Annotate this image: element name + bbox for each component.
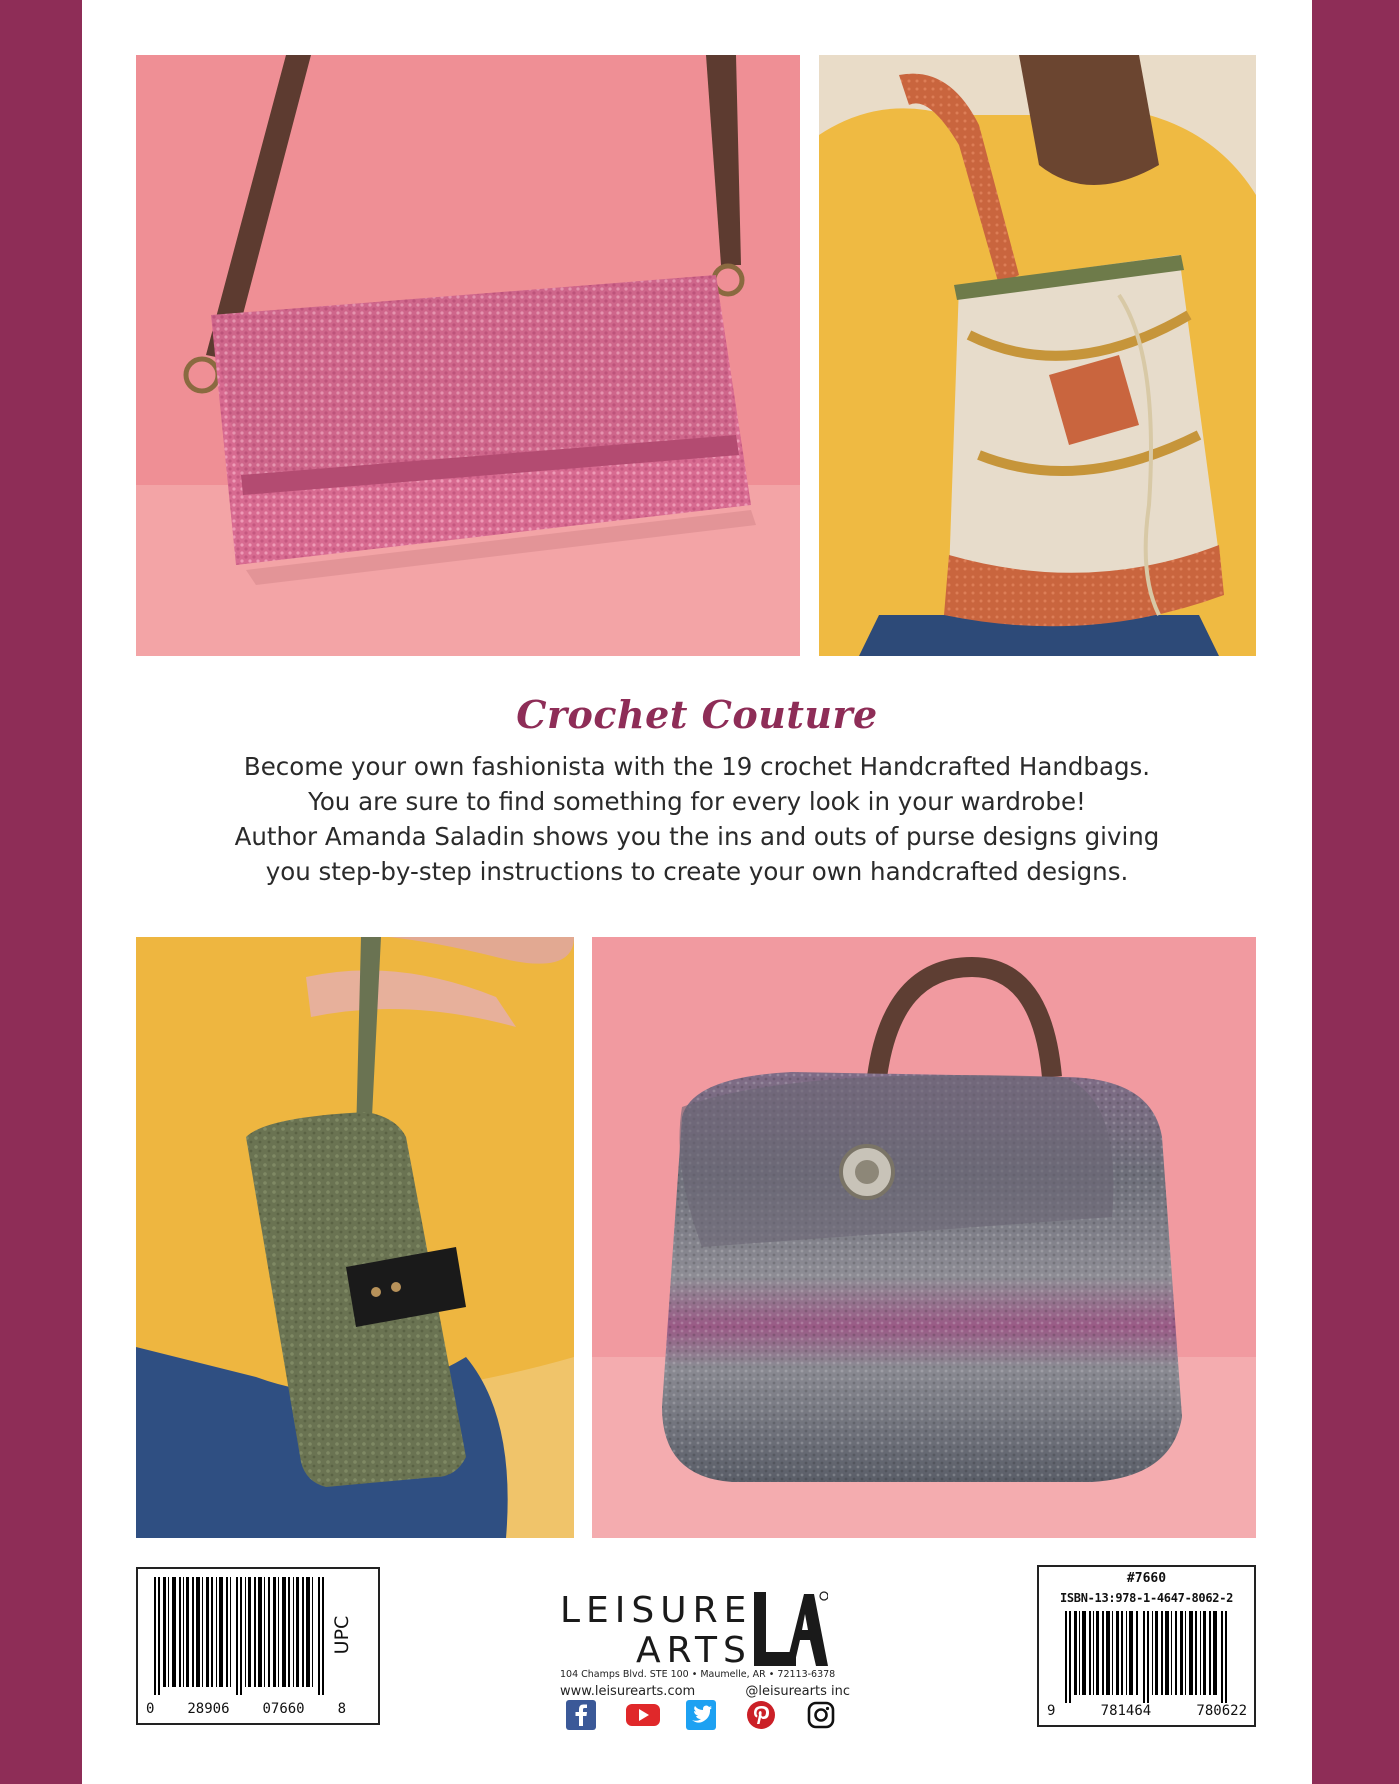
isbn-barcode	[1037, 1565, 1256, 1727]
upc-digits	[146, 1701, 346, 1717]
description-line: You are sure to find something for every look in your wardrobe!	[308, 787, 1086, 816]
headline: Crochet Couture	[516, 692, 878, 737]
publisher-web	[560, 1684, 850, 1699]
isbn-digit-group: 781464	[1100, 1703, 1152, 1719]
isbn-digits	[1047, 1703, 1247, 1719]
instagram-icon[interactable]	[806, 1700, 836, 1730]
isbn-number: ISBN-13:978-1-4647-8062-2	[1059, 1591, 1234, 1605]
isbn-digit-group: 9	[1047, 1703, 1056, 1719]
logo-line2: ARTS	[636, 1630, 752, 1671]
upc-digit-group: 0	[146, 1701, 155, 1717]
upc-digit-group: 07660	[262, 1701, 305, 1717]
twitter-icon[interactable]	[686, 1700, 716, 1730]
photo-green-wristlet	[136, 937, 574, 1538]
description-line: Become your own fashionista with the 19 crochet Handcrafted Handbags.	[243, 752, 1151, 781]
description-line: Author Amanda Saladin shows you the ins and outs of purse designs giving	[234, 822, 1160, 851]
photo-marled-satchel	[592, 937, 1256, 1538]
isbn-bars	[1063, 1611, 1233, 1703]
publisher-address: 104 Champs Blvd. STE 100 • Maumelle, AR • 72113-6378	[560, 1669, 836, 1680]
product-code: #7660	[1126, 1571, 1167, 1586]
back-cover	[82, 0, 1312, 1784]
upc-digit-group: 8	[337, 1701, 346, 1717]
publisher-logo	[560, 1590, 860, 1670]
photo-pink-crossbody-bag	[136, 55, 800, 656]
pinterest-icon[interactable]	[746, 1700, 776, 1730]
upc-label: UPC	[331, 1615, 353, 1655]
photo-tapestry-backpack	[819, 55, 1256, 656]
description-line: you step-by-step instructions to create your own handcrafted designs.	[265, 857, 1129, 886]
description	[142, 749, 1252, 889]
logo-line1: LEISURE	[560, 1590, 753, 1631]
social-icons	[566, 1700, 836, 1732]
logo-mark-icon	[748, 1590, 828, 1670]
youtube-icon[interactable]	[626, 1700, 656, 1730]
upc-digit-group: 28906	[187, 1701, 230, 1717]
isbn-digit-group: 780622	[1196, 1703, 1247, 1719]
facebook-icon[interactable]	[566, 1700, 596, 1730]
website-link[interactable]: www.leisurearts.com	[560, 1684, 696, 1699]
upc-barcode	[136, 1567, 380, 1725]
upc-bars	[148, 1577, 338, 1695]
social-handle: @leisurearts inc	[745, 1684, 850, 1699]
